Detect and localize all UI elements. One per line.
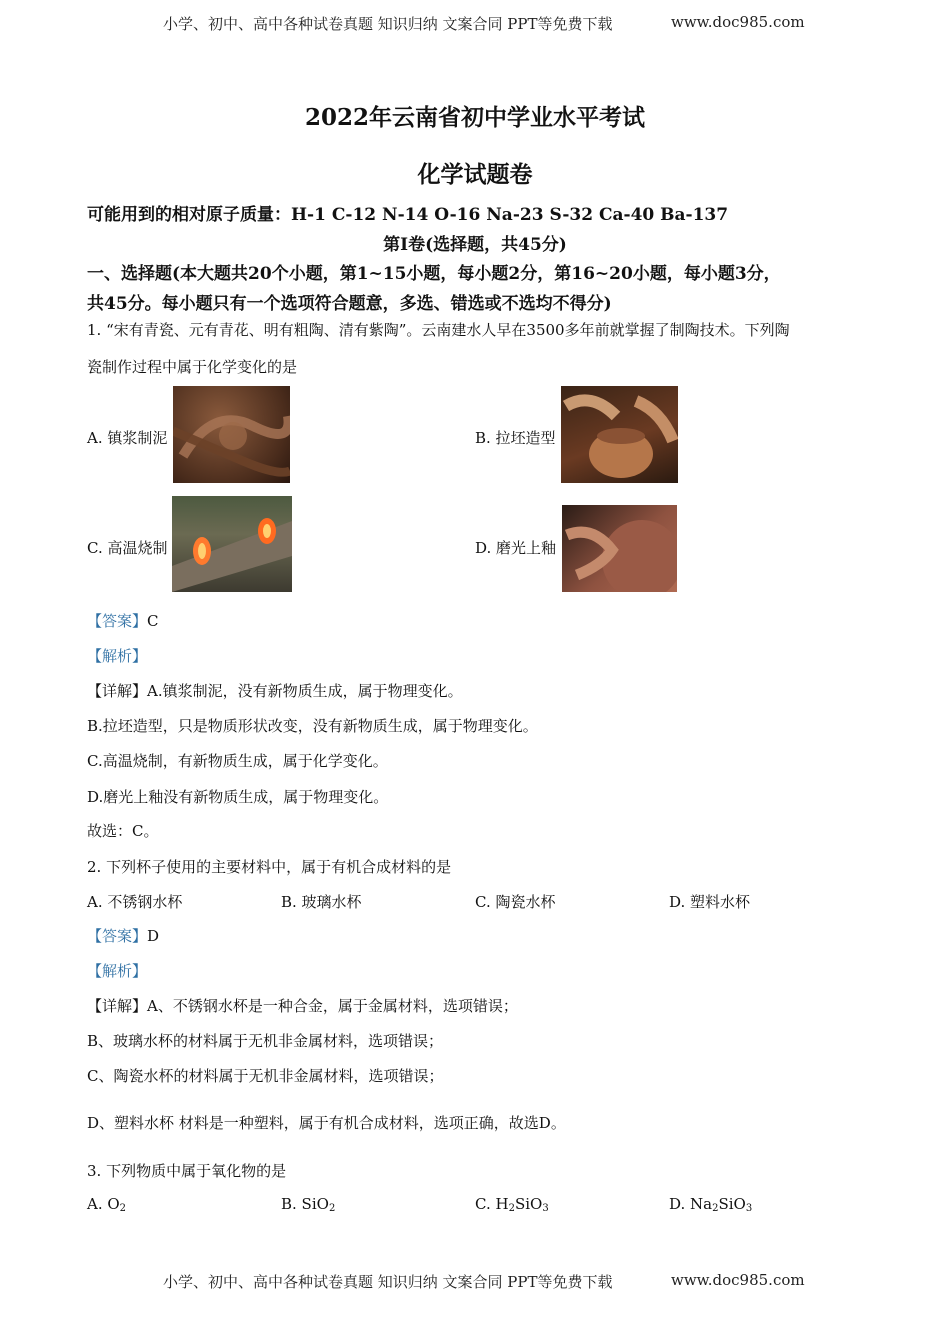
footer-text: 小学、初中、高中各种试卷真题 知识归纳 文案合同 PPT等免费下载	[163, 1273, 613, 1291]
q1-detail3: C.高温烧制，有新物质生成，属于化学变化。	[87, 752, 388, 770]
q2-option-d: D. 塑料水杯	[669, 893, 751, 911]
q3-option-a: A. $O_2$	[87, 1195, 127, 1214]
q1-stem-line1: 1. “宋有青瓷、元有青花、明有粗陶、清有紫陶”。云南建水人早在3500多年前就掌握了制陶技术。下列陶	[87, 321, 790, 339]
q3-option-c: C. $H_2SiO_3$	[475, 1195, 549, 1214]
answer-label: 【答案】	[87, 612, 148, 630]
q2-detail3: C、陶瓷水杯的材料属于无机非金属材料，选项错误；	[87, 1067, 444, 1085]
section1-line2: 共45分。每小题只有一个选项符合题意，多选、错选或不选均不得分)	[87, 294, 612, 314]
atomic-masses: 可能用到的相对原子质量：H-1 C-12 N-14 O-16 Na-23 S-32 Ca-40 Ba-137	[87, 205, 729, 225]
q1-stem-line2: 瓷制作过程中属于化学变化的是	[87, 358, 298, 376]
q3-option-b: B. SiO$_2$	[281, 1195, 336, 1214]
glazing-image	[562, 505, 677, 592]
q2-analysis-label: 【解析】	[87, 962, 148, 980]
page-title: 2022年云南省初中学业水平考试	[304, 104, 645, 131]
q1-option-b: B. 拉坯造型	[475, 429, 556, 447]
clay-hands-image	[173, 386, 290, 483]
answer-label: 【答案】	[87, 927, 148, 945]
detail-text: A.镇浆制泥，没有新物质生成，属于物理变化。	[147, 682, 463, 700]
q3-option-d: D. $Na_2SiO_3$	[669, 1195, 753, 1214]
header-text: 小学、初中、高中各种试卷真题 知识归纳 文案合同 PPT等免费下载	[163, 15, 613, 33]
q2-option-b: B. 玻璃水杯	[281, 893, 362, 911]
answer-value: D	[147, 927, 160, 945]
q2-option-c: C. 陶瓷水杯	[475, 893, 556, 911]
detail-text: A、不锈钢水杯是一种合金，属于金属材料，选项错误；	[147, 997, 518, 1015]
header-url[interactable]: www.doc985.com	[671, 13, 805, 31]
q2-option-a: A. 不锈钢水杯	[87, 893, 183, 911]
q1-detail4: D.磨光上釉没有新物质生成，属于物理变化。	[87, 788, 389, 806]
q2-detail4: D、塑料水杯 材料是一种塑料，属于有机合成材料，选项正确，故选D。	[87, 1114, 566, 1132]
detail-label: 【详解】	[87, 682, 148, 700]
part1-title: 第Ⅰ卷(选择题，共45分)	[383, 235, 567, 255]
section1-line1: 一、选择题(本大题共20个小题，第1~15小题，每小题2分，第16~20小题，每小题3分，	[87, 264, 781, 284]
q2-detail1	[87, 995, 518, 1016]
q1-detail1	[87, 680, 463, 701]
detail-label: 【详解】	[87, 997, 148, 1015]
q2-stem: 2. 下列杯子使用的主要材料中，属于有机合成材料的是	[87, 858, 452, 876]
q1-analysis-label: 【解析】	[87, 647, 148, 665]
q2-answer	[87, 925, 159, 946]
answer-value: C	[147, 612, 159, 630]
q1-detail2: B.拉坯造型，只是物质形状改变，没有新物质生成，属于物理变化。	[87, 717, 538, 735]
q1-answer	[87, 610, 159, 631]
pottery-wheel-image	[561, 386, 678, 483]
q2-detail2: B、玻璃水杯的材料属于无机非金属材料，选项错误；	[87, 1032, 444, 1050]
q1-option-a: A. 镇浆制泥	[87, 429, 168, 447]
q3-stem: 3. 下列物质中属于氧化物的是	[87, 1162, 287, 1180]
page-subtitle: 化学试题卷	[417, 161, 533, 188]
q1-option-d: D. 磨光上釉	[475, 539, 557, 557]
q1-conclusion: 故选：C。	[87, 822, 159, 840]
footer-url[interactable]: www.doc985.com	[671, 1271, 805, 1289]
q1-option-c: C. 高温烧制	[87, 539, 168, 557]
kiln-fire-image	[172, 496, 292, 592]
